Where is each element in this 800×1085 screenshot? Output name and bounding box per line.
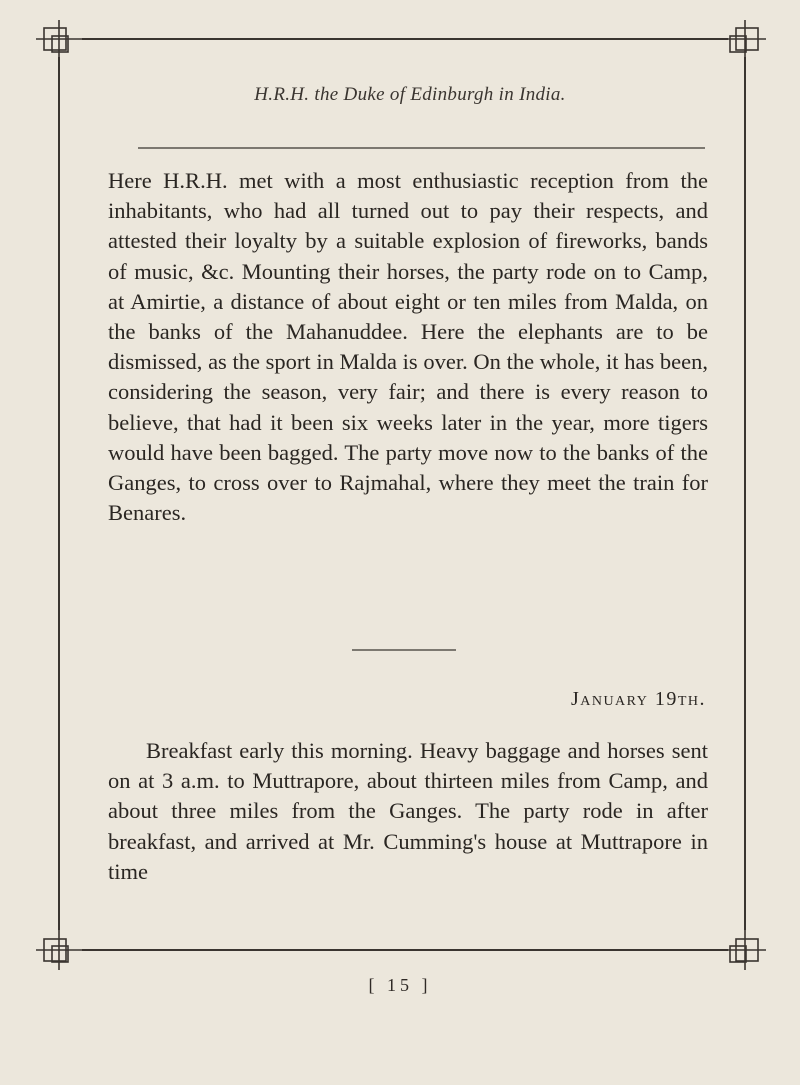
body-paragraph-2: Breakfast early this morning. Heavy baggage and horses sent on at 3 a.m. to Muttrapore, about thirteen miles from Camp, and about three miles from the Ganges. The party rode in after breakfast, and arrived at Mr. Cumming's house at Muttrapore in time — [108, 738, 708, 884]
date-heading: January 19th. — [570, 688, 706, 710]
page-number: [ 15 ] — [368, 975, 432, 995]
corner-ornament-bottom-left-icon — [36, 928, 82, 970]
running-head: H.R.H. the Duke of Edinburgh in India. — [254, 84, 566, 105]
corner-ornament-top-left-icon — [36, 20, 82, 60]
corner-ornament-top-right-icon — [722, 20, 766, 60]
body-paragraph-1: Here H.R.H. met with a most enthusiastic reception from the inhabitants, who had all turned out to pay their respects, and attested their loyalty by a suitable explosion of fireworks, bands of music, &c. Mounting their horses, the party rode on to Camp, at Amirtie, a distance of about eight or ten miles from Malda, on the banks of the Mahanuddee. Here the elephants are to be dismissed, as the sport in Malda is over. On the whole, it has been, considering the season, very fair; and there is every reason to believe, that had it been six weeks later in the year, more tigers would have been bagged. The party move now to the banks of the Ganges, to cross over to Rajmahal, where they meet the train for Benares. — [108, 168, 708, 526]
corner-ornament-bottom-right-icon — [722, 928, 766, 970]
